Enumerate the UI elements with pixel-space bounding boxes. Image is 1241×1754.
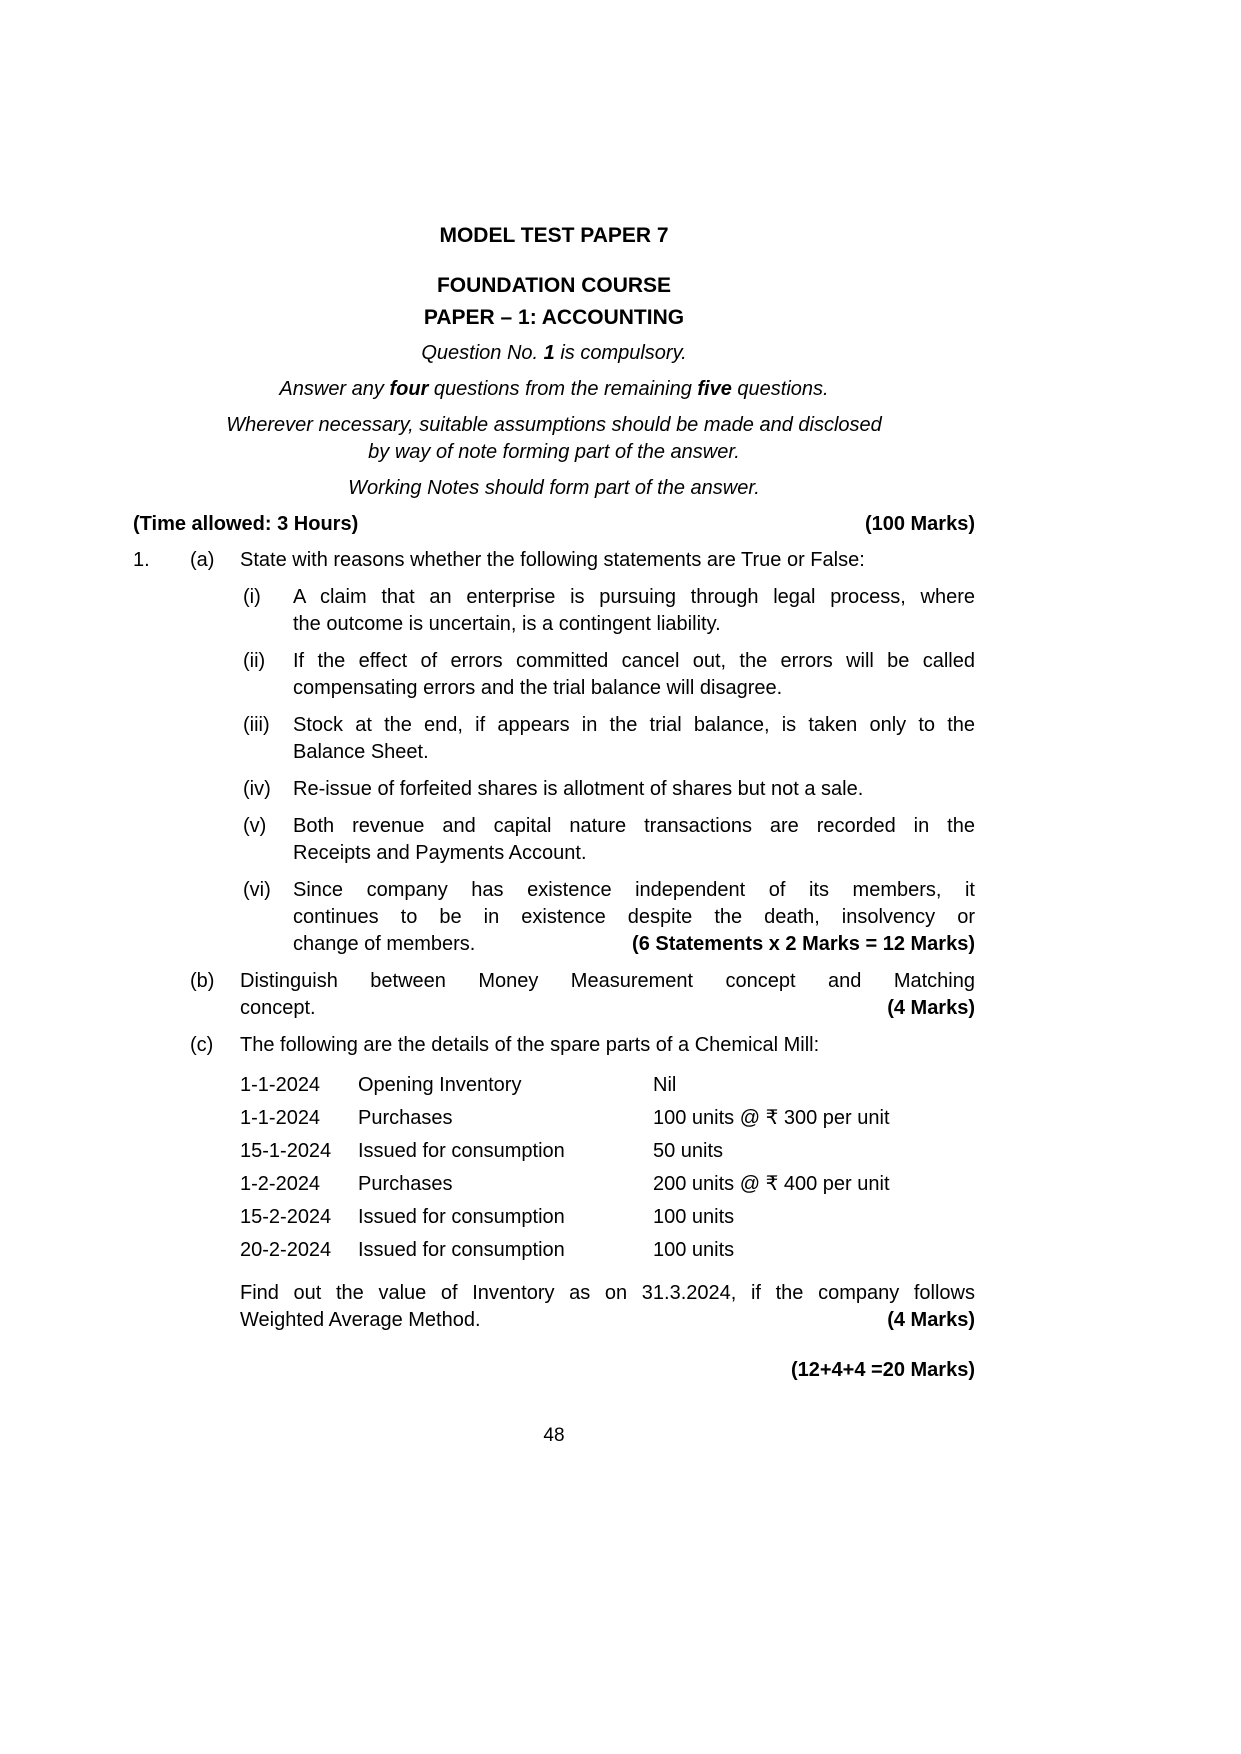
part-c-question-line: Find out the value of Inventory as on 31.3.2024, if the company follows [240,1282,975,1304]
page-number: 48 [543,1425,565,1446]
paper-title: PAPER – 1: ACCOUNTING [423,306,685,329]
inventory-value: 100 units [653,1239,735,1261]
instruction-text-part: is compulsory. [554,342,687,364]
statement-text-line: A claim that an enterprise is pursuing through legal process, where [293,586,975,608]
statement-text-line: Both revenue and capital nature transactions are recorded in the [293,815,975,837]
page-title: MODEL TEST PAPER 7 [439,224,669,247]
inventory-description: Issued for consumption [358,1239,565,1261]
part-a-intro: State with reasons whether the following statements are True or False: [240,549,865,571]
part-c-row [133,1032,975,1344]
part-c-intro: The following are the details of the spare parts of a Chemical Mill: [240,1034,820,1056]
instruction-text-part: questions. [731,378,829,400]
statement-body [293,648,975,702]
part-a-label: (a) [190,549,215,571]
inventory-value: 200 units @ ₹ 400 per unit [653,1173,890,1195]
statement-item [243,648,975,702]
instruction-text-part: questions from the remaining [428,378,698,400]
part-c-question [240,1280,975,1334]
summary-marks: (12+4+4 =20 Marks) [790,1359,975,1381]
instruction-bold-part: four [389,378,429,400]
inventory-row [240,1201,975,1234]
inventory-row [240,1234,975,1267]
part-c-question-line: Weighted Average Method. [240,1309,481,1331]
instruction-working-notes: Working Notes should form part of the answer. [348,477,760,499]
statement-item [243,813,975,867]
statement-text-line: Since company has existence independent of its members, it [293,879,975,901]
inventory-description: Issued for consumption [358,1206,565,1228]
inventory-table [240,1069,975,1267]
part-b-text-line: concept. [240,997,316,1019]
statement-text-line: continues to be in existence despite the death, insolvency or [293,906,975,928]
inventory-value: 50 units [653,1140,724,1162]
inventory-date: 15-1-2024 [240,1140,332,1162]
part-c-body [240,1032,975,1344]
statement-number: (i) [243,586,261,608]
instruction-bold-part: 1 [543,342,555,364]
part-b-row [133,968,975,1022]
statement-number: (iii) [243,714,270,736]
instruction-answer [133,376,975,403]
inventory-date: 20-2-2024 [240,1239,332,1261]
part-b-label: (b) [190,970,215,992]
part-c-marks: (4 Marks) [887,1309,975,1331]
instruction-assumptions [133,412,975,466]
statement-number: (vi) [243,879,271,901]
statement-text-line: change of members. [293,933,476,955]
question-number: 1. [133,549,150,571]
part-c-label: (c) [190,1034,214,1056]
part-a-intro-row [133,547,975,574]
meta-row [133,511,975,538]
statement-text-line: Balance Sheet. [293,741,429,763]
statement-text-line: Receipts and Payments Account. [293,842,587,864]
statement-text-line: Stock at the end, if appears in the trial balance, is taken only to the [293,714,975,736]
inventory-date: 15-2-2024 [240,1206,332,1228]
inventory-value: 100 units [653,1206,735,1228]
inventory-value: 100 units @ ₹ 300 per unit [653,1107,890,1129]
instruction-assumptions-line1: Wherever necessary, suitable assumptions should be made and disclosed [226,414,882,436]
inventory-description: Opening Inventory [358,1074,522,1096]
part-b-body [240,968,975,1022]
statement-text-line: If the effect of errors committed cancel out, the errors will be called [293,650,975,672]
statement-number: (iv) [243,778,271,800]
instruction-bold-part: five [697,378,732,400]
inventory-date: 1-1-2024 [240,1074,321,1096]
statement-body [293,776,975,803]
inventory-description: Purchases [358,1107,453,1129]
statement-body [293,584,975,638]
inventory-row [240,1168,975,1201]
question-number-spacer [133,1032,190,1344]
instruction-compulsory [133,340,975,367]
instruction-text-part: Question No. [421,342,544,364]
inventory-date: 1-2-2024 [240,1173,321,1195]
question-number-spacer [133,968,190,1022]
course-title: FOUNDATION COURSE [436,274,672,297]
statement-text-line: compensating errors and the trial balance will disagree. [293,677,783,699]
instruction-assumptions-line2: by way of note forming part of the answer. [368,441,740,463]
part-b-marks: (4 Marks) [887,997,975,1019]
statement-list [243,584,975,958]
statement-item [243,776,975,803]
statement-body [293,877,975,958]
time-allowed: (Time allowed: 3 Hours) [133,513,359,535]
statement-item [243,584,975,638]
question-1 [133,547,975,1384]
statement-number: (ii) [243,650,266,672]
statement-text-line: the outcome is uncertain, is a contingent liability. [293,613,721,635]
instruction-text-part: Answer any [279,378,390,400]
statement-text-line: Re-issue of forfeited shares is allotment of shares but not a sale. [293,778,864,800]
statement-item [243,712,975,766]
marks-total: (100 Marks) [864,513,975,535]
inventory-date: 1-1-2024 [240,1107,321,1129]
statement-body [293,712,975,766]
statement-body [293,813,975,867]
inventory-row [240,1069,975,1102]
inventory-row [240,1102,975,1135]
inventory-row [240,1135,975,1168]
statement-marks: (6 Statements x 2 Marks = 12 Marks) [632,933,975,955]
part-b-text-line: Distinguish between Money Measurement concept and Matching [240,970,975,992]
statement-number: (v) [243,815,267,837]
inventory-description: Issued for consumption [358,1140,565,1162]
inventory-description: Purchases [358,1173,453,1195]
statement-item [243,877,975,958]
inventory-value: Nil [653,1074,677,1096]
